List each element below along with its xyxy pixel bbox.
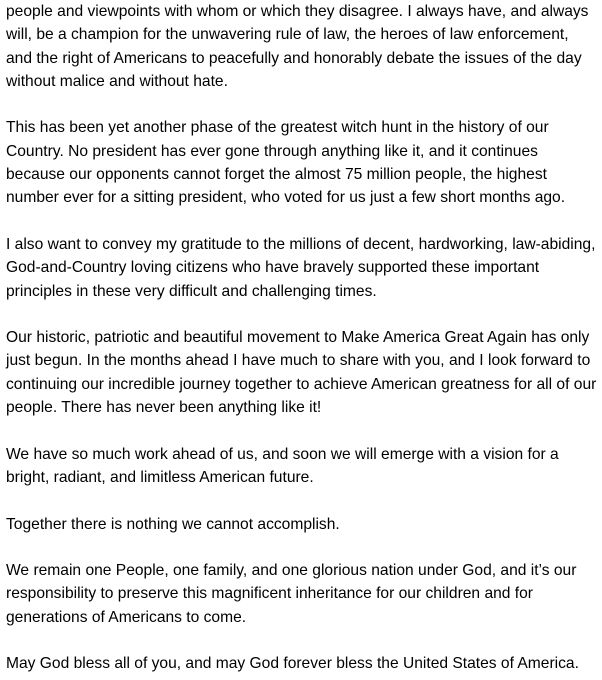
paragraph-4: Our historic, patriotic and beautiful movement to Make America Great Again has only just begun. In the months ahead I have much to share with you, and I look forward to continuing our incredible journey together to achieve American greatness for all of our people. There has never been anything like it!	[6, 329, 597, 417]
paragraph-6: Together there is nothing we cannot accomplish.	[6, 515, 340, 533]
paragraph-5: We have so much work ahead of us, and soon we will emerge with a vision for a bright, radiant, and limitless American future.	[6, 445, 559, 486]
paragraph-3: I also want to convey my gratitude to the millions of decent, hardworking, law-abiding, God-and-Country loving citizens who have bravely supported these important principles in these very difficult and challenging times.	[6, 235, 596, 300]
paragraph-7: We remain one People, one family, and one glorious nation under God, and it’s our responsibility to preserve this magnificent inheritance for our children and for generations of Americans to come.	[6, 562, 577, 626]
paragraph-8: May God bless all of you, and may God forever bless the United States of America.	[6, 655, 579, 673]
statement-body	[6, 0, 598, 676]
paragraph-1: people and viewpoints with whom or which they disagree. I always have, and always will, be a champion for the unwavering rule of law, the heroes of law enforcement, and the right of Americans to peacefully and honorably debate the issues of the day without malice and without hate.	[6, 3, 589, 90]
paragraph-2: This has been yet another phase of the greatest witch hunt in the history of our Country. No president has ever gone through anything like it, and it continues because our opponents cannot forget the almost 75 million people, the highest number ever for a sitting president, who voted for us just a few short months ago.	[6, 119, 566, 207]
